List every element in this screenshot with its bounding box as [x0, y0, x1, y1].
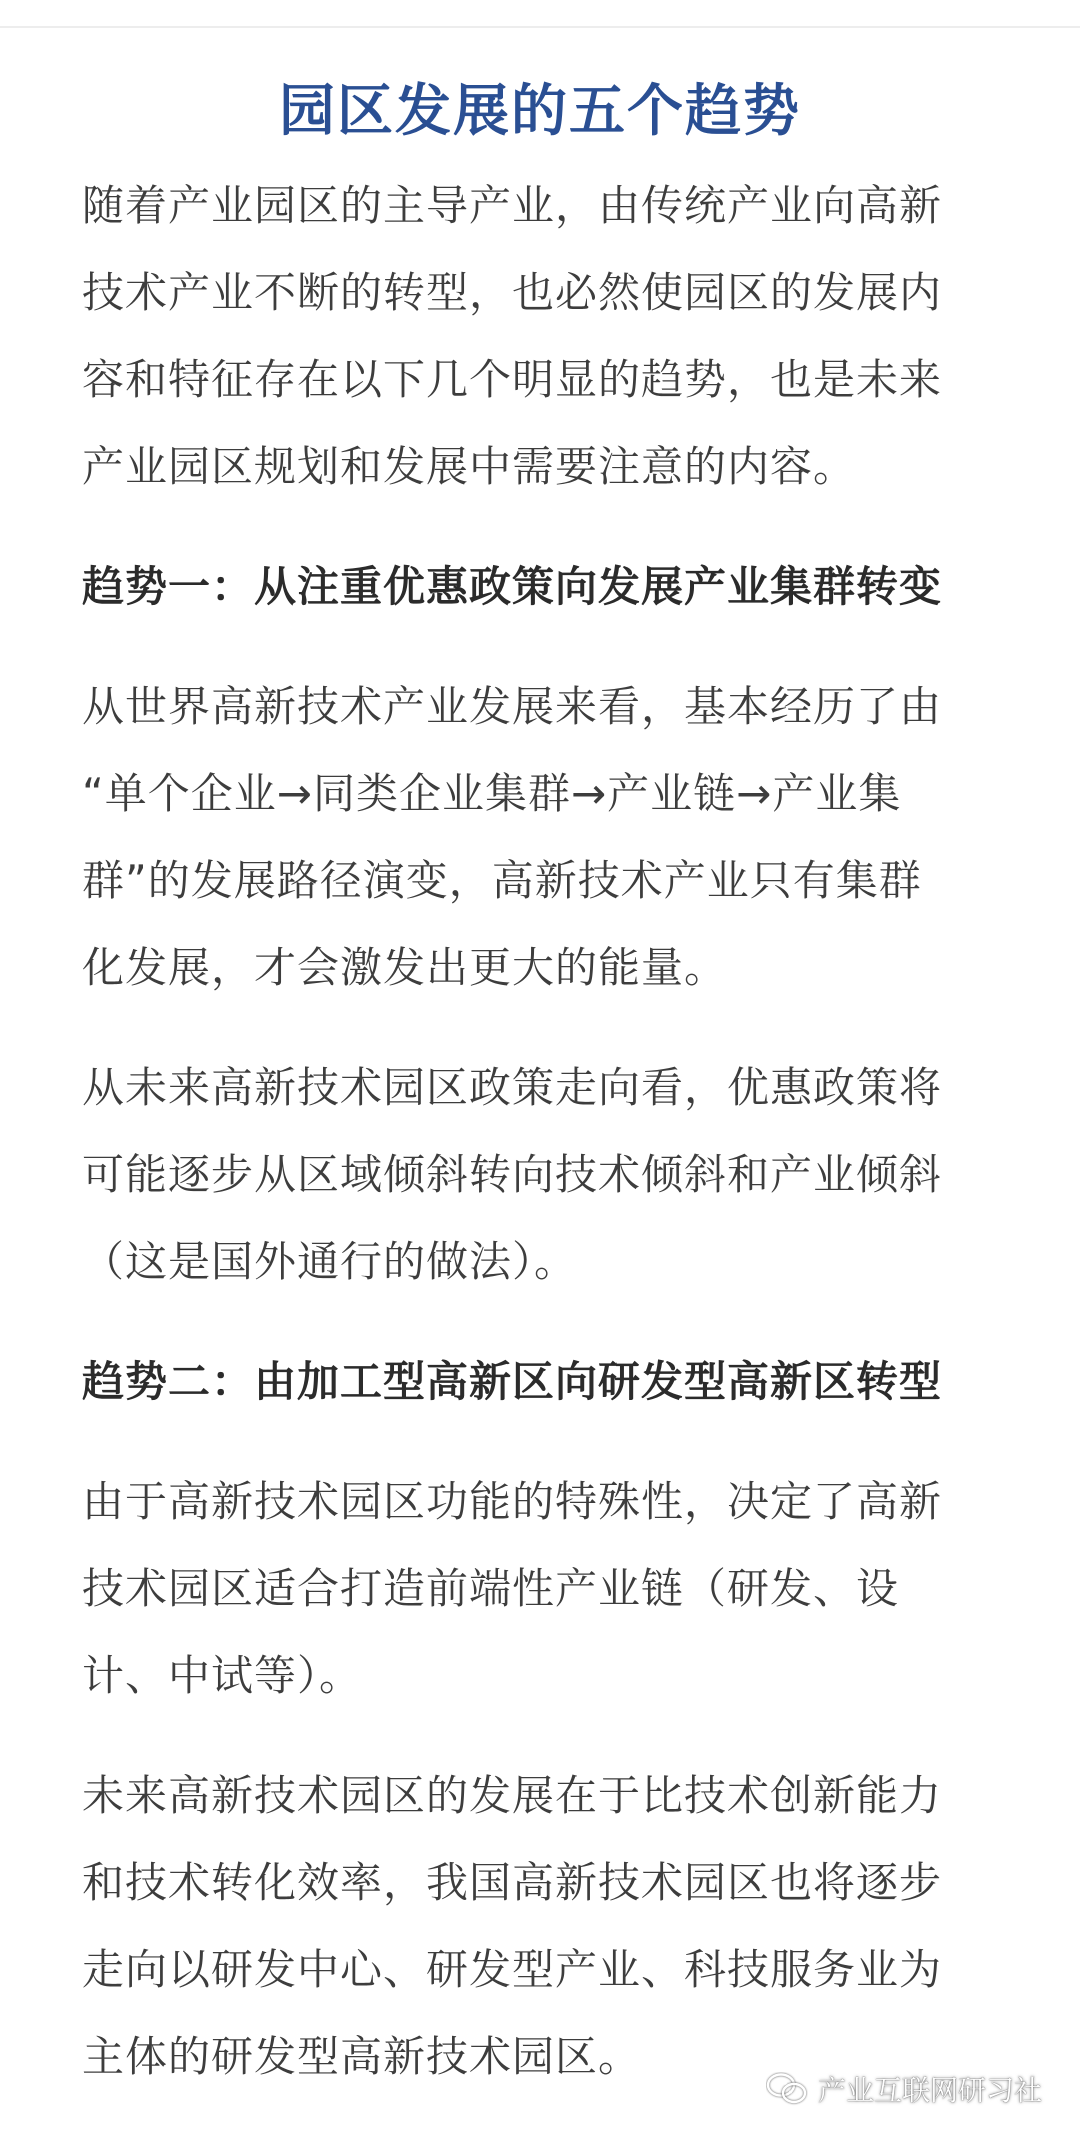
text-line: 未来高新技术园区的发展在于比技术创新能力	[82, 1771, 943, 1820]
text-line: 和技术转化效率，我国高新技术园区也将逐步	[82, 1858, 943, 1907]
text-line: 产业园区规划和发展中需要注意的内容。	[82, 442, 857, 491]
section-heading-trend-2	[82, 1338, 1002, 1425]
watermark-text: 产业互联网研习社	[817, 2074, 1042, 2107]
text-line: 容和特征存在以下几个明显的趋势，也是未来	[82, 355, 943, 404]
text-line: 化发展，才会激发出更大的能量。	[82, 943, 728, 992]
text-line: 随着产业园区的主导产业，由传统产业向高新	[82, 181, 943, 230]
wechat-icon	[766, 2072, 808, 2106]
text-line: 从未来高新技术园区政策走向看，优惠政策将	[82, 1063, 943, 1112]
text-line: 计、中试等）。	[82, 1651, 363, 1700]
watermark	[766, 2069, 1042, 2109]
text-line: 技术园区适合打造前端性产业链（研发、设	[82, 1564, 900, 1613]
paragraph-trend-1-a	[82, 663, 1002, 1011]
text-line: 技术产业不断的转型，也必然使园区的发展内	[82, 268, 943, 317]
text-line: （这是国外通行的做法）。	[82, 1237, 578, 1286]
heading-text: 趋势二：由加工型高新区向研发型高新区转型	[82, 1357, 943, 1406]
section-heading-trend-1	[82, 543, 1002, 630]
paragraph-trend-2-b	[82, 1752, 1002, 2100]
text-line: “单个企业→同类企业集群→产业链→产业集	[82, 769, 902, 818]
paragraph-trend-2-a	[82, 1458, 1002, 1719]
text-line: 主体的研发型高新技术园区。	[82, 2032, 642, 2081]
text-line: 走向以研发中心、研发型产业、科技服务业为	[82, 1945, 943, 1994]
top-divider	[0, 26, 1080, 28]
text-line: 由于高新技术园区功能的特殊性，决定了高新	[82, 1477, 943, 1526]
text-line: 从世界高新技术产业发展来看，基本经历了由	[82, 682, 943, 731]
text-line: 可能逐步从区域倾斜转向技术倾斜和产业倾斜	[82, 1150, 943, 1199]
article-body	[82, 162, 1002, 2133]
heading-text: 趋势一：从注重优惠政策向发展产业集群转变	[82, 562, 943, 611]
text-line: 群”的发展路径演变，高新技术产业只有集群	[82, 856, 922, 905]
paragraph-intro	[82, 162, 1002, 510]
paragraph-trend-1-b	[82, 1044, 1002, 1305]
article-title: 园区发展的五个趋势	[279, 78, 801, 144]
